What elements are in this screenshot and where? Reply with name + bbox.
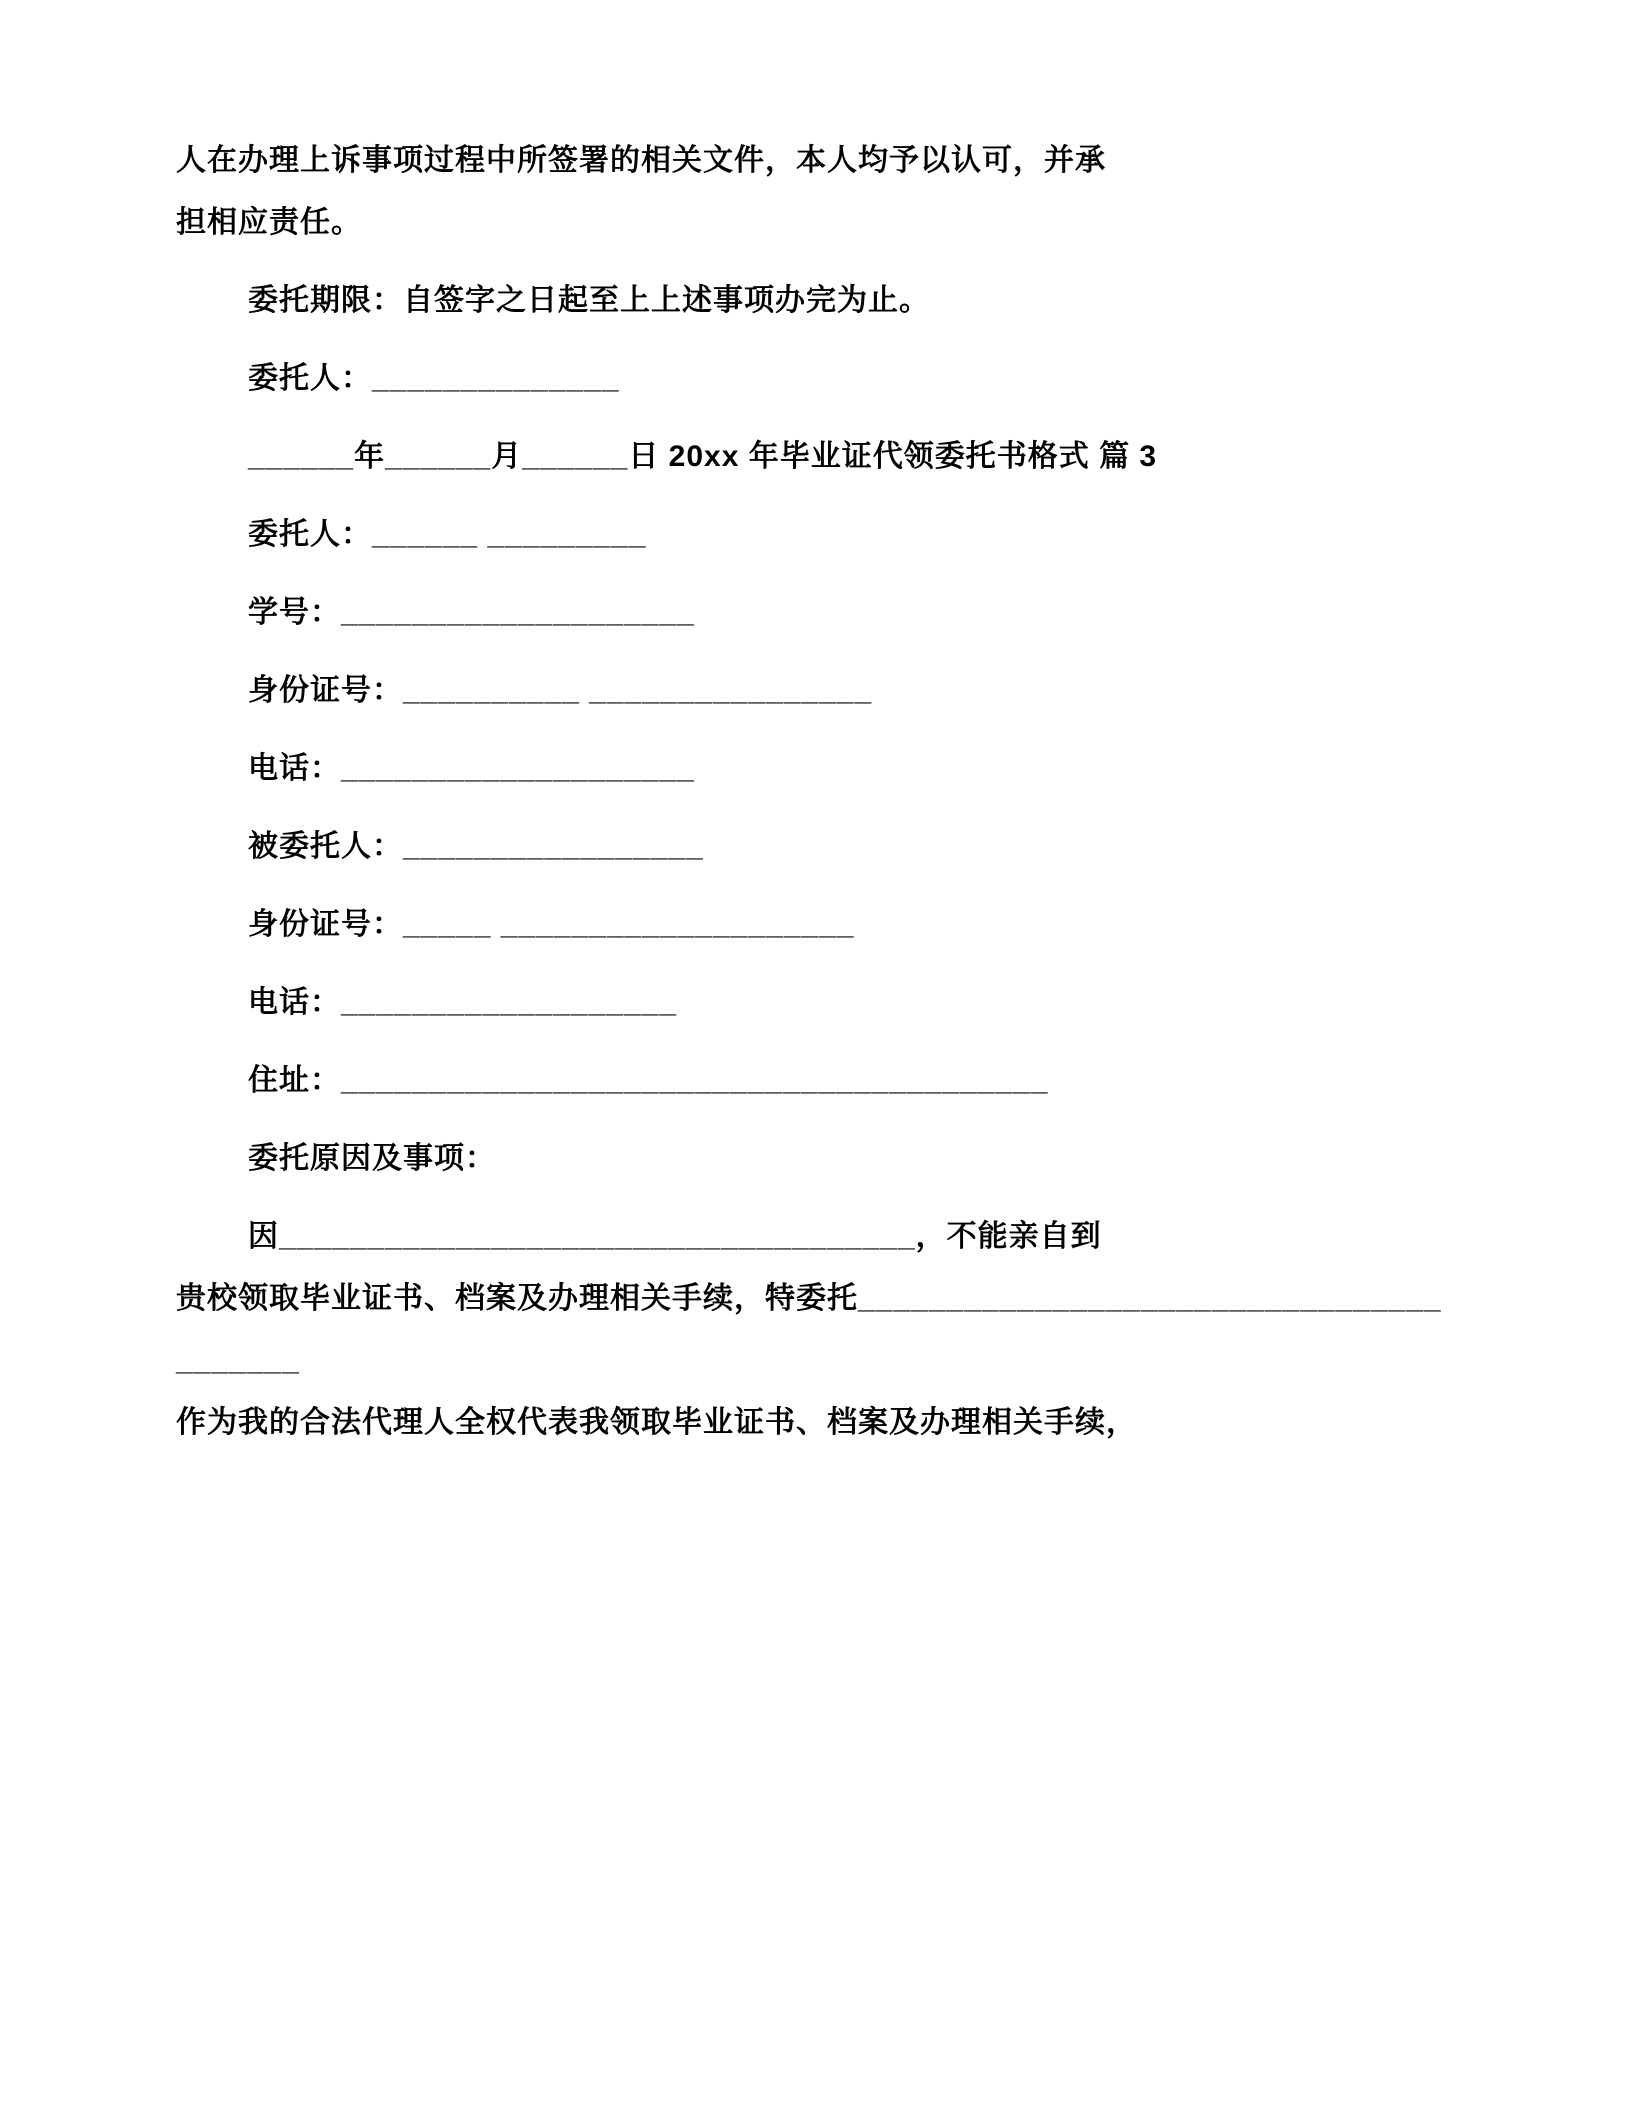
principal-name-paragraph [176, 504, 1456, 566]
principal-id-line: 身份证号：__________ ________________ [248, 674, 873, 707]
trustee-phone-line: 电话：___________________ [248, 986, 678, 1019]
trustee-id-line: 身份证号：_____ ____________________ [248, 908, 855, 941]
continuation-paragraph [176, 130, 1456, 254]
entrust-period-line: 委托期限：自签字之日起至上上述事项办完为止。 [248, 284, 930, 317]
principal-id-paragraph [176, 660, 1456, 722]
reason-text-line: 因____________________________________，不能亲自到 [248, 1220, 1102, 1253]
principal-phone-paragraph [176, 738, 1456, 800]
student-id-line: 学号：____________________ [248, 596, 695, 629]
address-paragraph [176, 1050, 1456, 1112]
reason-text-line: 作为我的合法代理人全权代表我领取毕业证书、档案及办理相关手续， [176, 1406, 1137, 1439]
entrust-period-paragraph [176, 270, 1456, 332]
student-id-paragraph [176, 582, 1456, 644]
reason-text-line: 贵校领取毕业证书、档案及办理相关手续，特委托________________________________________ [176, 1282, 1442, 1377]
trustee-phone-paragraph [176, 972, 1456, 1034]
date-and-next-title-line: ______年______月______日 20xx 年毕业证代领委托书格式 篇 3 [248, 440, 1158, 473]
principal-sign-line: 委托人：______________ [248, 362, 620, 395]
trustee-name-paragraph [176, 816, 1456, 878]
trustee-name-line: 被委托人：_________________ [248, 830, 704, 863]
body-text-line: 担相应责任。 [176, 206, 362, 239]
principal-sign-paragraph [176, 348, 1456, 410]
reason-heading-line: 委托原因及事项： [248, 1142, 496, 1175]
address-line: 住址：________________________________________ [248, 1064, 1049, 1097]
body-text-line: 人在办理上诉事项过程中所签署的相关文件，本人均予以认可，并承 [176, 144, 1106, 177]
date-and-next-title-paragraph [176, 426, 1456, 488]
principal-name-line: 委托人：______ _________ [248, 518, 647, 551]
reason-paragraph [176, 1206, 1456, 1454]
trustee-id-paragraph [176, 894, 1456, 956]
reason-heading-paragraph [176, 1128, 1456, 1190]
principal-phone-line: 电话：____________________ [248, 752, 695, 785]
